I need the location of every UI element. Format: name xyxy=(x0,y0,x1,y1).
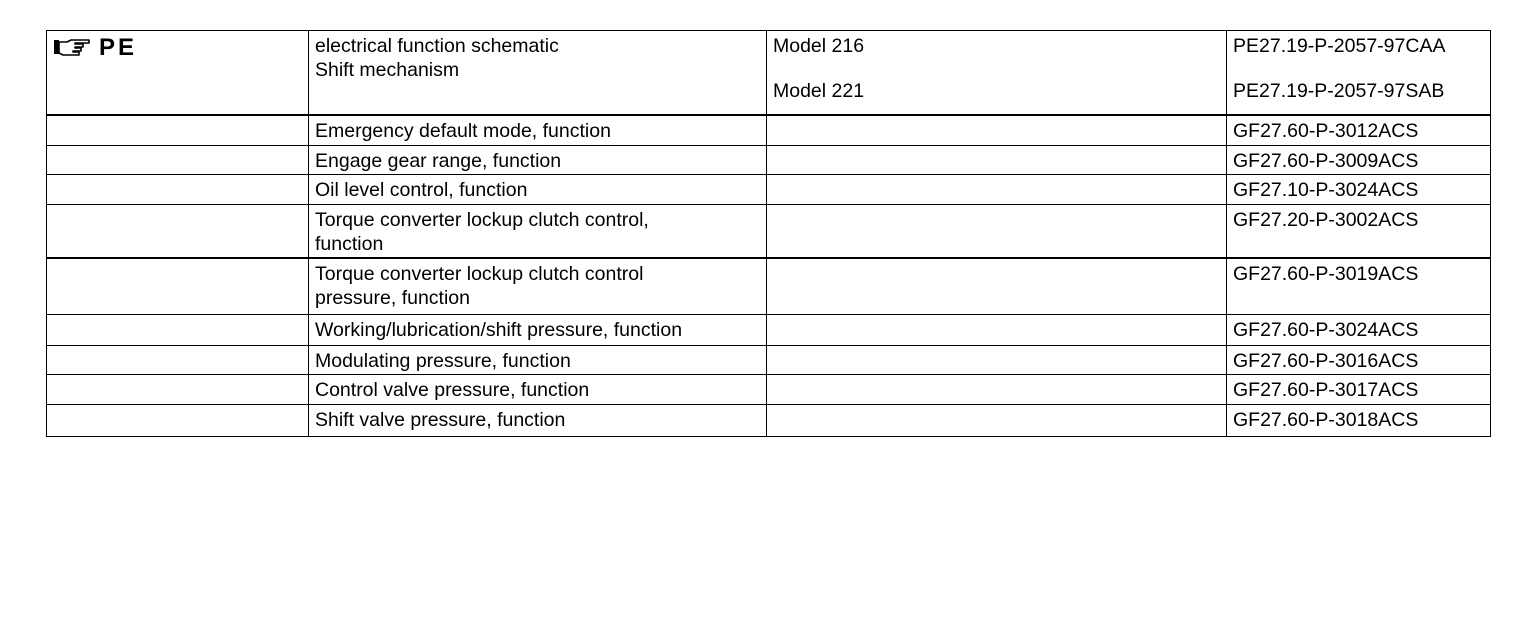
description-cell: Shift valve pressure, function xyxy=(309,405,767,437)
doc-ref-link[interactable]: GF27.60-P-3019ACS xyxy=(1227,258,1491,315)
table-row xyxy=(47,205,1491,258)
table-row xyxy=(47,175,1491,205)
description-cell: Control valve pressure, function xyxy=(309,375,767,405)
pe-badge xyxy=(53,36,302,60)
doc-ref-link[interactable]: GF27.60-P-3012ACS xyxy=(1227,115,1491,146)
model-cell xyxy=(767,31,1227,115)
doc-ref-link[interactable]: PE27.19-P-2057-97CAA xyxy=(1233,35,1446,57)
description-cell: Engage gear range, function xyxy=(309,146,767,175)
table-row xyxy=(47,115,1491,146)
table-row xyxy=(47,258,1491,315)
description-cell xyxy=(309,31,767,115)
description-cell: Modulating pressure, function xyxy=(309,346,767,375)
pointing-hand-icon xyxy=(53,38,93,58)
description-line: Shift mechanism xyxy=(315,59,460,81)
description-line: function xyxy=(315,233,384,255)
description-line: Torque converter lockup clutch control xyxy=(315,262,644,285)
doc-ref-link[interactable]: GF27.10-P-3024ACS xyxy=(1227,175,1491,205)
description-line: electrical function schematic xyxy=(315,35,559,57)
table-row xyxy=(47,405,1491,437)
table-row-header xyxy=(47,31,1491,115)
doc-ref-link[interactable]: GF27.60-P-3018ACS xyxy=(1227,405,1491,437)
description-cell xyxy=(309,258,767,315)
description-cell: Emergency default mode, function xyxy=(309,115,767,146)
model-label: Model 221 xyxy=(773,80,865,102)
badge-cell xyxy=(47,31,309,115)
doc-ref-link[interactable]: GF27.60-P-3017ACS xyxy=(1227,375,1491,405)
table-row xyxy=(47,315,1491,346)
description-line: Torque converter lockup clutch control, xyxy=(315,209,649,231)
description-cell xyxy=(309,205,767,258)
description-line: pressure, function xyxy=(315,286,471,309)
table-row xyxy=(47,375,1491,405)
reference-table xyxy=(46,30,1491,437)
doc-ref-link[interactable]: GF27.60-P-3016ACS xyxy=(1227,346,1491,375)
pe-label: PE xyxy=(99,34,138,61)
doc-ref-cell xyxy=(1227,31,1491,115)
doc-ref-link[interactable]: GF27.60-P-3024ACS xyxy=(1227,315,1491,346)
doc-ref-link[interactable]: GF27.60-P-3009ACS xyxy=(1227,146,1491,175)
table-row xyxy=(47,346,1491,375)
doc-ref-link[interactable]: GF27.20-P-3002ACS xyxy=(1227,205,1491,258)
model-label: Model 216 xyxy=(773,35,865,57)
doc-ref-link[interactable]: PE27.19-P-2057-97SAB xyxy=(1233,80,1445,102)
description-cell: Working/lubrication/shift pressure, function xyxy=(309,315,767,346)
table-row xyxy=(47,146,1491,175)
description-cell: Oil level control, function xyxy=(309,175,767,205)
